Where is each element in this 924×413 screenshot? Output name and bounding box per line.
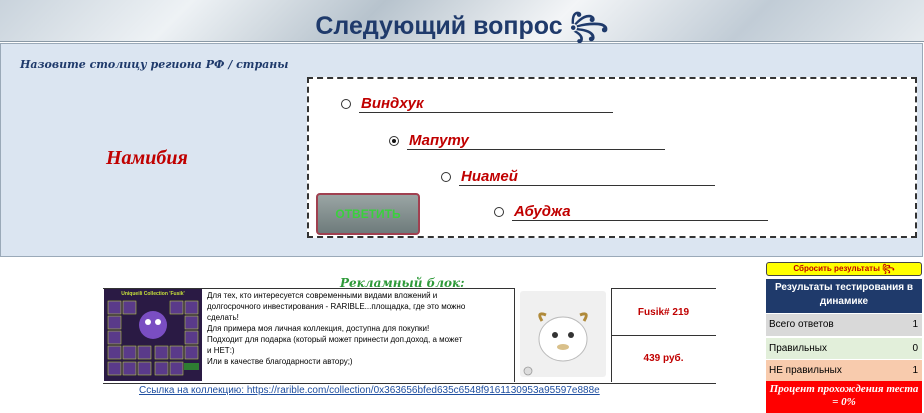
answer-button[interactable]: ОТВЕТИТЬ — [316, 193, 420, 235]
option-label: Мапуту — [409, 132, 469, 149]
country-name: Намибия — [106, 147, 188, 169]
underline — [459, 185, 715, 186]
ad-line: долгосрочного инвестирования - RARIBLE...площадка, где это можно — [207, 302, 466, 311]
option-label: Виндхук — [361, 95, 424, 112]
stats-value: 1 — [912, 365, 918, 376]
ad-line: Подходит для подарка (который может принести доп.доход, а может — [207, 335, 463, 344]
radio-button[interactable] — [341, 99, 351, 109]
stats-row-correct — [766, 337, 922, 360]
ad-description — [207, 290, 509, 367]
underline — [407, 149, 665, 150]
collection-link[interactable]: Ссылка на коллекцию: https://rarible.com/collection/0x363656bfed635c6548f9161130953a95597e888e — [139, 385, 600, 396]
white-creature-icon — [520, 291, 606, 377]
divider — [611, 335, 716, 336]
ad-line: сделать! — [207, 313, 239, 322]
ad-line: Для тех, кто интересуется современными видами вложений и — [207, 291, 438, 300]
stats-row-incorrect — [766, 359, 922, 382]
ad-line: Для примера моя личная коллекция, доступна для покупки! — [207, 324, 430, 333]
pass-percentage: Процент прохождения теста = 0% — [766, 381, 922, 413]
question-prompt: Назовите столицу региона РФ / страны — [20, 58, 289, 71]
underline — [512, 220, 768, 221]
radio-button[interactable] — [494, 207, 504, 217]
ad-line: Или в качестве благодарности автору;) — [207, 357, 353, 366]
ad-line: и НЕТ:) — [207, 346, 235, 355]
collection-thumbnails-icon — [104, 289, 202, 381]
next-question-title[interactable]: Следующий вопрос ꧂ — [315, 12, 609, 40]
stats-label: Правильных — [769, 343, 827, 354]
option-label: Абуджа — [514, 203, 571, 220]
nft-image[interactable] — [520, 291, 606, 377]
header-banner — [0, 0, 924, 42]
option-label: Ниамей — [461, 168, 518, 185]
stats-title: Результаты тестирования в динамике — [766, 279, 922, 313]
radio-button-selected[interactable] — [389, 136, 399, 146]
stats-value: 0 — [912, 343, 918, 354]
collection-image[interactable] — [104, 289, 202, 381]
nft-name: Fusik# 219 — [637, 307, 690, 318]
nft-price: 439 руб. — [643, 353, 684, 364]
reset-results-button[interactable]: Сбросить результаты ꧂ — [766, 262, 922, 276]
stats-row-total — [766, 313, 922, 336]
nft-image-cell — [514, 288, 612, 382]
underline — [359, 112, 613, 113]
ad-title: Рекламный блок: — [340, 276, 465, 290]
stats-label: НЕ правильных — [769, 365, 842, 376]
radio-button[interactable] — [441, 172, 451, 182]
nft-info — [611, 288, 716, 382]
collection-image-caption: Uniqueili Collection 'Fusik' — [121, 291, 185, 297]
stats-value: 1 — [912, 319, 918, 330]
stats-label: Всего ответов — [769, 319, 834, 330]
